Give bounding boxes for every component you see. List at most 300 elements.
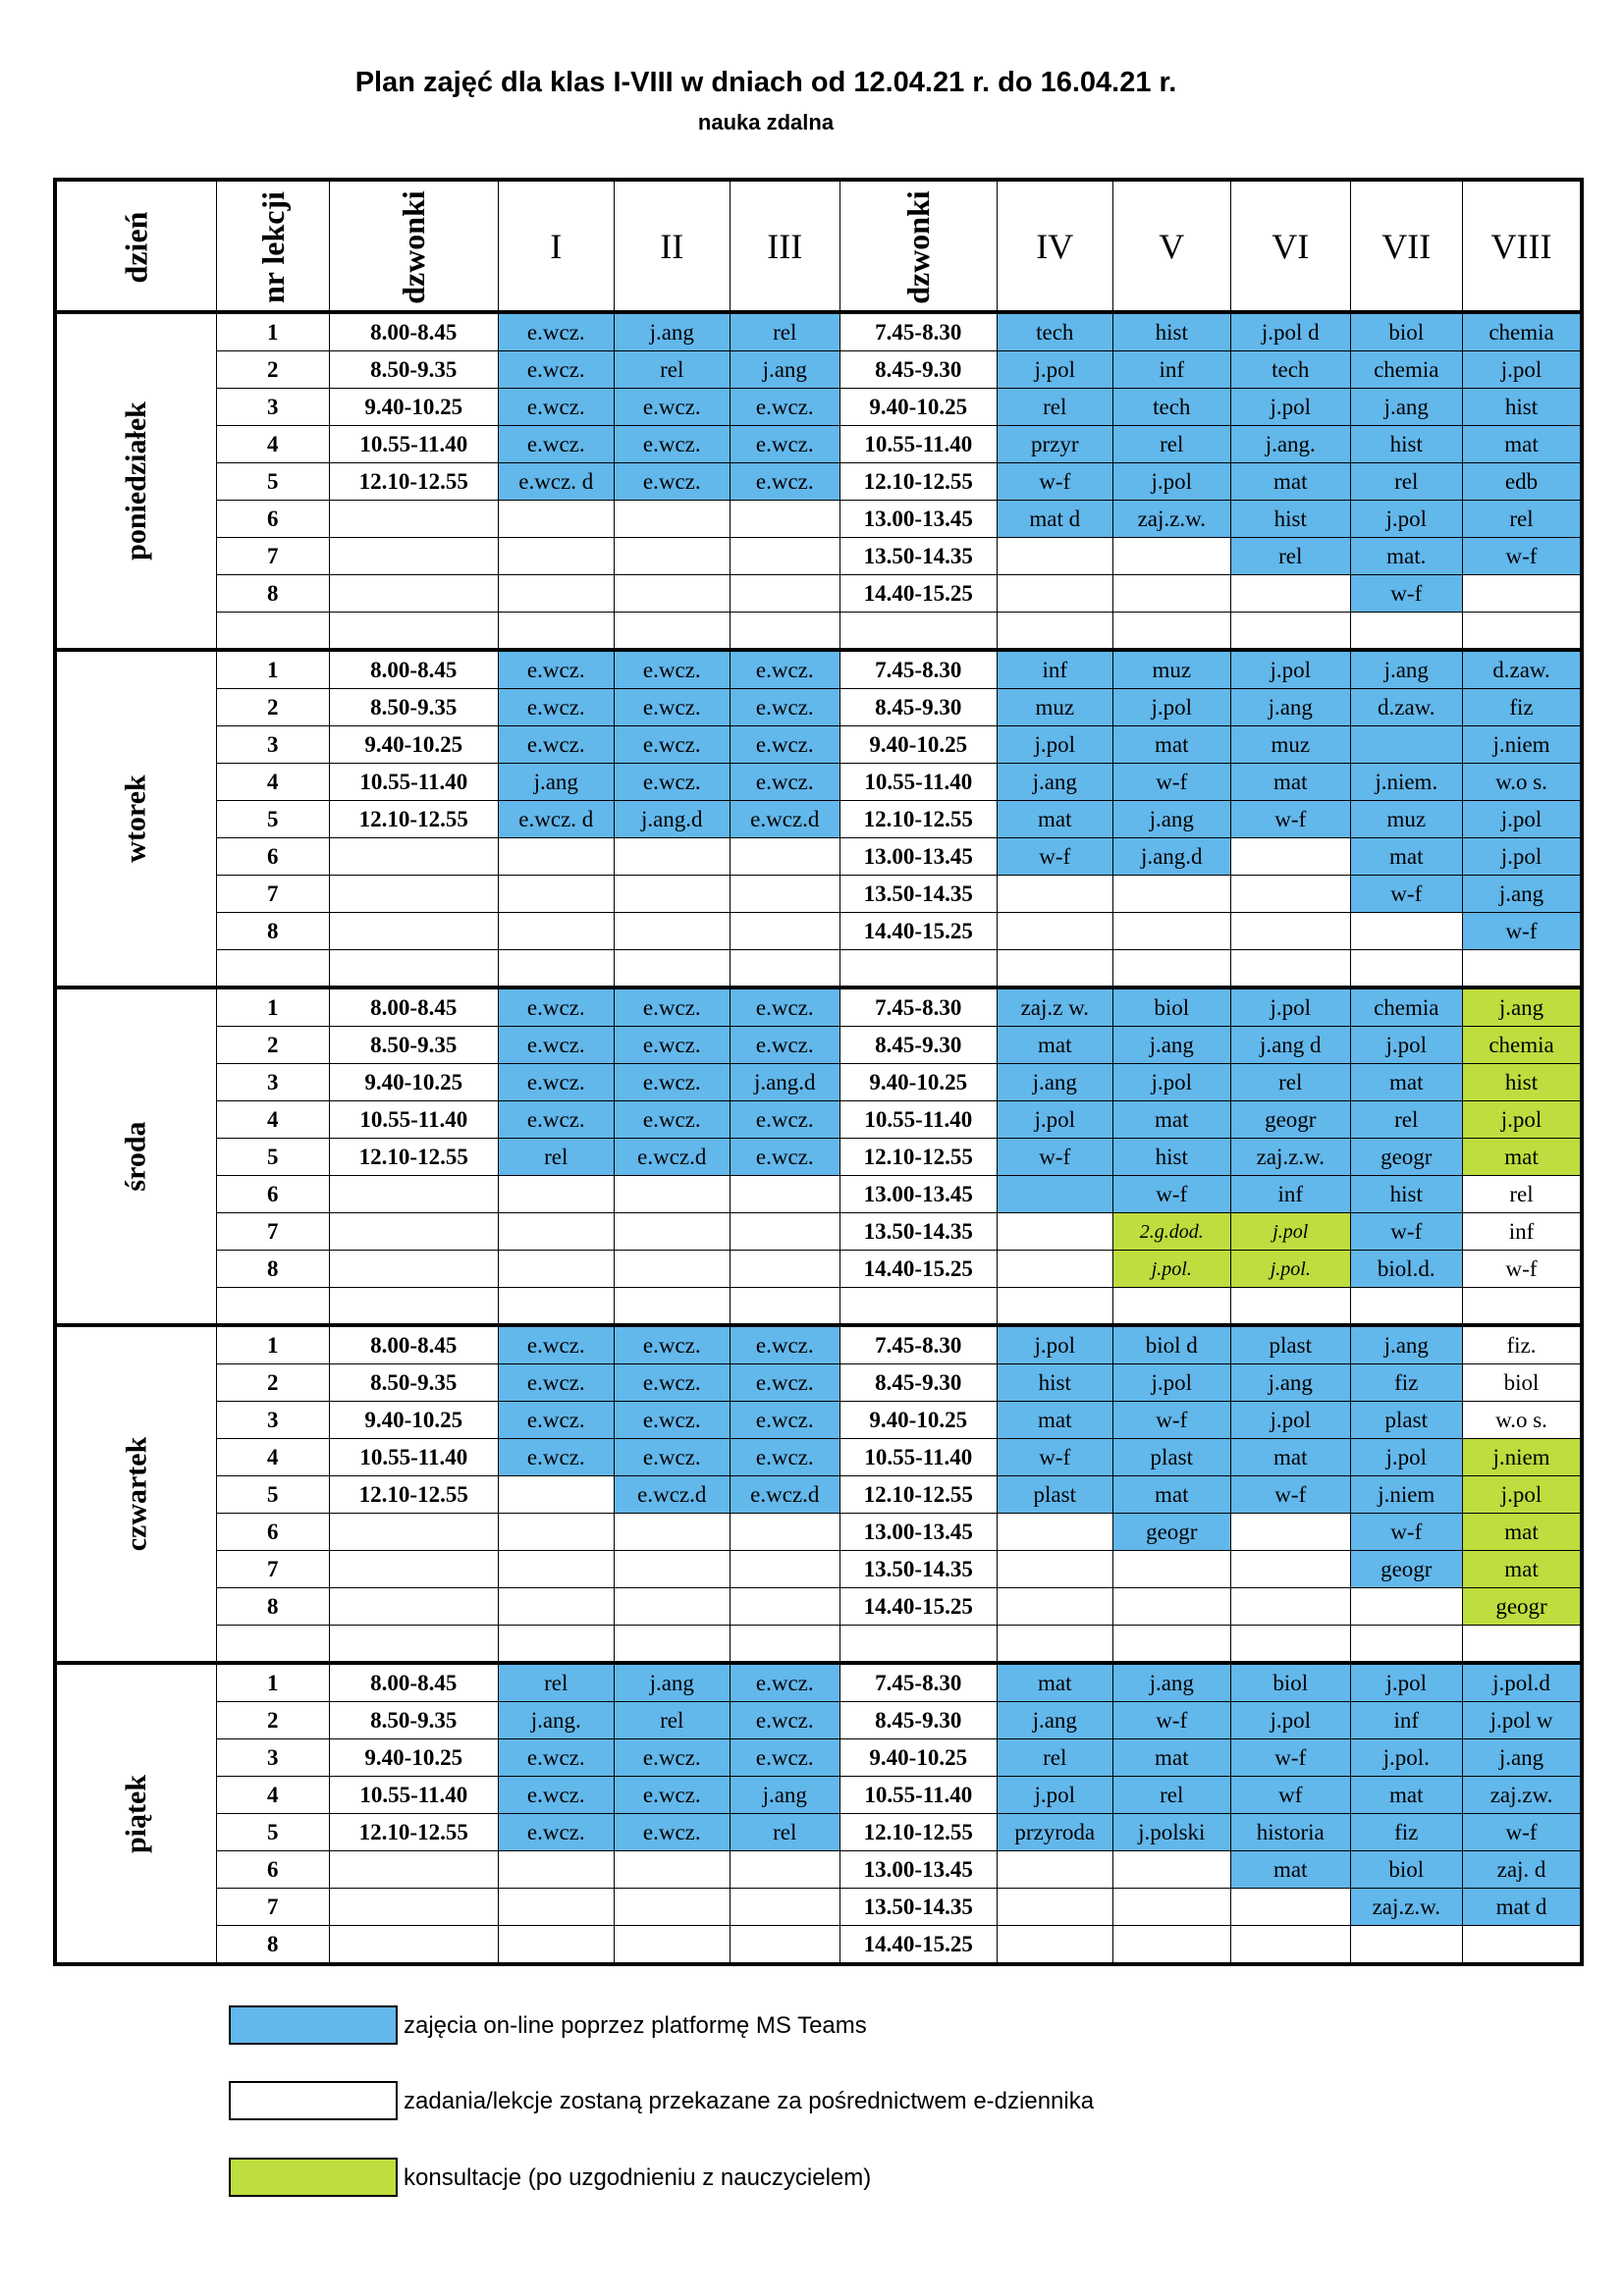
table-row [55, 351, 1582, 389]
table-row [55, 389, 1582, 426]
bell-time [329, 1889, 498, 1926]
lesson-cell [614, 1251, 730, 1288]
lesson-cell: w-f [1350, 1514, 1462, 1551]
empty-cell [1350, 1626, 1462, 1664]
lesson-cell [730, 501, 839, 538]
lesson-cell: chemia [1462, 312, 1582, 351]
empty-cell [498, 1626, 614, 1664]
bell-time: 14.40-15.25 [839, 575, 997, 613]
lesson-cell: j.polski [1112, 1814, 1230, 1851]
empty-cell [997, 1288, 1112, 1326]
table-row [55, 1851, 1582, 1889]
lesson-cell: e.wcz. [614, 1325, 730, 1364]
empty-cell [614, 950, 730, 988]
lesson-cell: j.ang [997, 764, 1112, 801]
lesson-cell: e.wcz. [614, 426, 730, 463]
bell-time: 10.55-11.40 [839, 1439, 997, 1476]
page-title: Plan zajęć dla klas I-VIII w dniach od 12.04.21 r. do 16.04.21 r. [354, 67, 1177, 98]
lesson-cell: e.wcz. [498, 1777, 614, 1814]
lesson-cell: e.wcz. [614, 1777, 730, 1814]
lesson-cell: e.wcz. [730, 1402, 839, 1439]
lesson-number: 2 [216, 1027, 329, 1064]
lesson-cell: rel [997, 389, 1112, 426]
lesson-cell [498, 1476, 614, 1514]
empty-cell [1230, 1288, 1350, 1326]
lesson-cell [614, 1926, 730, 1965]
lesson-number: 5 [216, 463, 329, 501]
lesson-cell: j.pol d [1230, 312, 1350, 351]
lesson-cell: e.wcz. [498, 1064, 614, 1101]
lesson-number: 6 [216, 1851, 329, 1889]
lesson-cell [1230, 838, 1350, 876]
lesson-cell: mat [997, 1402, 1112, 1439]
lesson-number: 3 [216, 1402, 329, 1439]
lesson-cell: geogr [1462, 1588, 1582, 1626]
lesson-cell: d.zaw. [1350, 689, 1462, 726]
lesson-cell: hist [1230, 501, 1350, 538]
bell-time: 8.00-8.45 [329, 1325, 498, 1364]
lesson-cell: e.wcz. [730, 650, 839, 689]
page-subtitle: nauka zdalna [697, 110, 835, 134]
header-class: VIII [1462, 180, 1582, 312]
empty-cell [1112, 1288, 1230, 1326]
lesson-cell: j.pol w [1462, 1702, 1582, 1739]
lesson-cell: e.wcz. [498, 426, 614, 463]
lesson-cell: hist [1112, 312, 1230, 351]
lesson-cell: w-f [1462, 1251, 1582, 1288]
lesson-cell [1350, 726, 1462, 764]
bell-time: 8.45-9.30 [839, 689, 997, 726]
lesson-cell: rel [1230, 1064, 1350, 1101]
lesson-cell: e.wcz. [498, 1364, 614, 1402]
lesson-cell: e.wcz. [730, 689, 839, 726]
lesson-number: 3 [216, 1739, 329, 1777]
empty-cell [1230, 1626, 1350, 1664]
lesson-cell [1112, 876, 1230, 913]
lesson-cell: mat [1230, 463, 1350, 501]
lesson-cell: j.pol [1112, 1064, 1230, 1101]
table-row [55, 1139, 1582, 1176]
lesson-cell: j.pol [1462, 1476, 1582, 1514]
lesson-cell: mat [1462, 1551, 1582, 1588]
lesson-cell: j.ang [1112, 801, 1230, 838]
header-class: I [498, 180, 614, 312]
lesson-number: 7 [216, 1213, 329, 1251]
empty-cell [997, 1626, 1112, 1664]
lesson-cell [498, 1514, 614, 1551]
empty-cell [1230, 613, 1350, 651]
lesson-cell: inf [1350, 1702, 1462, 1739]
bell-time [329, 913, 498, 950]
lesson-cell [1112, 1851, 1230, 1889]
bell-time: 8.00-8.45 [329, 988, 498, 1027]
lesson-cell: e.wcz. [730, 988, 839, 1027]
lesson-cell [614, 1551, 730, 1588]
bell-time: 7.45-8.30 [839, 1325, 997, 1364]
lesson-cell: plast [997, 1476, 1112, 1514]
bell-time: 13.00-13.45 [839, 1851, 997, 1889]
table-row [55, 1439, 1582, 1476]
lesson-cell: mat [997, 801, 1112, 838]
bell-time [329, 1251, 498, 1288]
lesson-cell: e.wcz. [614, 764, 730, 801]
lesson-cell: j.pol [1230, 650, 1350, 689]
bell-time: 7.45-8.30 [839, 1663, 997, 1702]
bell-time: 9.40-10.25 [329, 1402, 498, 1439]
lesson-cell: mat. [1350, 538, 1462, 575]
lesson-cell: e.wcz. [498, 1814, 614, 1851]
lesson-cell [614, 1889, 730, 1926]
lesson-cell [997, 1851, 1112, 1889]
lesson-cell: e.wcz. [498, 988, 614, 1027]
table-row [55, 463, 1582, 501]
lesson-cell: j.pol [1462, 351, 1582, 389]
bell-time: 8.50-9.35 [329, 1364, 498, 1402]
lesson-cell: j.pol. [1230, 1251, 1350, 1288]
lesson-cell: j.pol [1230, 1702, 1350, 1739]
lesson-cell: j.ang.d [730, 1064, 839, 1101]
lesson-cell: w-f [1462, 538, 1582, 575]
lesson-cell [614, 1176, 730, 1213]
lesson-cell: w-f [1350, 575, 1462, 613]
lesson-number: 2 [216, 689, 329, 726]
lesson-cell: mat [1350, 1777, 1462, 1814]
table-row [55, 1064, 1582, 1101]
empty-cell [216, 613, 329, 651]
lesson-cell [1350, 1926, 1462, 1965]
lesson-cell: e.wcz. [614, 726, 730, 764]
empty-cell [216, 1288, 329, 1326]
lesson-cell: j.pol [1230, 1213, 1350, 1251]
bell-time: 12.10-12.55 [329, 1476, 498, 1514]
lesson-cell: biol.d. [1350, 1251, 1462, 1288]
lesson-cell: muz [1350, 801, 1462, 838]
lesson-cell: 2.g.dod. [1112, 1213, 1230, 1251]
lesson-number: 1 [216, 650, 329, 689]
lesson-number: 4 [216, 1101, 329, 1139]
lesson-cell [997, 575, 1112, 613]
table-row [55, 876, 1582, 913]
lesson-cell [614, 838, 730, 876]
lesson-cell: zaj.z.w. [1112, 501, 1230, 538]
lesson-cell: geogr [1350, 1139, 1462, 1176]
bell-time: 9.40-10.25 [839, 389, 997, 426]
lesson-cell: j.pol [1350, 1439, 1462, 1476]
lesson-cell: e.wcz. [730, 426, 839, 463]
lesson-cell: e.wcz. [730, 1101, 839, 1139]
lesson-number: 1 [216, 312, 329, 351]
lesson-cell: fiz [1350, 1364, 1462, 1402]
lesson-cell [997, 538, 1112, 575]
header-bells-2: dzwonki [839, 180, 997, 312]
schedule-table [53, 178, 1584, 1966]
bell-time: 8.45-9.30 [839, 1364, 997, 1402]
lesson-cell [1230, 1514, 1350, 1551]
bell-time: 13.50-14.35 [839, 1889, 997, 1926]
lesson-cell: j.pol [997, 726, 1112, 764]
bell-time: 10.55-11.40 [329, 1101, 498, 1139]
lesson-cell: j.pol [1230, 1402, 1350, 1439]
lesson-number: 1 [216, 1663, 329, 1702]
lesson-cell [997, 1926, 1112, 1965]
lesson-cell: geogr [1350, 1551, 1462, 1588]
empty-cell [1462, 1626, 1582, 1664]
bell-time: 14.40-15.25 [839, 1251, 997, 1288]
lesson-cell [1230, 1588, 1350, 1626]
lesson-cell: e.wcz. [614, 389, 730, 426]
header-class: V [1112, 180, 1230, 312]
empty-cell [329, 613, 498, 651]
header-row [55, 180, 1582, 312]
lesson-cell [498, 1588, 614, 1626]
lesson-cell: j.ang [1350, 650, 1462, 689]
lesson-cell: rel [730, 312, 839, 351]
bell-time [329, 1926, 498, 1965]
lesson-cell: inf [997, 650, 1112, 689]
empty-cell [216, 950, 329, 988]
header-class: II [614, 180, 730, 312]
table-row [55, 1364, 1582, 1402]
table-row [55, 1402, 1582, 1439]
lesson-cell: w-f [1230, 1476, 1350, 1514]
table-row [55, 426, 1582, 463]
empty-cell [730, 1288, 839, 1326]
lesson-cell: e.wcz. [614, 689, 730, 726]
lesson-cell: mat [1350, 1064, 1462, 1101]
lesson-cell: j.pol [1112, 463, 1230, 501]
bell-time [329, 1551, 498, 1588]
lesson-cell: fiz [1462, 689, 1582, 726]
lesson-cell [1112, 1889, 1230, 1926]
bell-time: 10.55-11.40 [329, 764, 498, 801]
lesson-cell: rel [1112, 426, 1230, 463]
lesson-cell [1112, 1551, 1230, 1588]
lesson-cell: j.ang [1112, 1027, 1230, 1064]
lesson-cell: rel [1350, 463, 1462, 501]
spacer-row [55, 613, 1582, 651]
lesson-cell: e.wcz. [730, 1663, 839, 1702]
lesson-cell: plast [1230, 1325, 1350, 1364]
lesson-cell: e.wcz. [614, 463, 730, 501]
lesson-cell: e.wcz. [614, 1064, 730, 1101]
lesson-cell: biol [1350, 312, 1462, 351]
lesson-cell: zaj.z.w. [1230, 1139, 1350, 1176]
bell-time: 12.10-12.55 [329, 1139, 498, 1176]
bell-time: 12.10-12.55 [839, 1139, 997, 1176]
lesson-cell [730, 1514, 839, 1551]
lesson-cell: tech [997, 312, 1112, 351]
lesson-cell: e.wcz. [498, 1027, 614, 1064]
lesson-cell: w.o s. [1462, 764, 1582, 801]
lesson-cell: j.ang [997, 1702, 1112, 1739]
empty-cell [1462, 950, 1582, 988]
lesson-cell [1230, 1926, 1350, 1965]
lesson-cell: e.wcz. [614, 988, 730, 1027]
lesson-number: 8 [216, 1588, 329, 1626]
lesson-cell: rel [1462, 1176, 1582, 1213]
lesson-number: 4 [216, 1439, 329, 1476]
lesson-cell: plast [1350, 1402, 1462, 1439]
day-label: czwartek [55, 1325, 216, 1663]
lesson-cell: edb [1462, 463, 1582, 501]
lesson-cell [1112, 1588, 1230, 1626]
table-row [55, 1213, 1582, 1251]
bell-time: 9.40-10.25 [839, 726, 997, 764]
lesson-cell: e.wcz. [498, 389, 614, 426]
lesson-cell: j.pol [1230, 389, 1350, 426]
lesson-cell: e.wcz. [498, 1439, 614, 1476]
lesson-cell: w-f [1350, 876, 1462, 913]
lesson-cell [730, 1926, 839, 1965]
table-row [55, 801, 1582, 838]
lesson-cell [730, 575, 839, 613]
lesson-cell: j.ang [1462, 1739, 1582, 1777]
lesson-cell [730, 876, 839, 913]
lesson-cell [1230, 913, 1350, 950]
bell-time: 10.55-11.40 [329, 1439, 498, 1476]
lesson-cell: e.wcz. [614, 1439, 730, 1476]
bell-time: 13.00-13.45 [839, 501, 997, 538]
header-lesson-no: nr lekcji [216, 180, 329, 312]
lesson-cell: biol d [1112, 1325, 1230, 1364]
empty-cell [329, 1288, 498, 1326]
empty-cell [997, 950, 1112, 988]
lesson-cell: w-f [1350, 1213, 1462, 1251]
lesson-number: 2 [216, 1702, 329, 1739]
lesson-cell [1350, 1588, 1462, 1626]
lesson-cell [730, 538, 839, 575]
lesson-cell: e.wcz. [614, 1027, 730, 1064]
table-row [55, 689, 1582, 726]
legend-swatch [229, 2081, 398, 2120]
lesson-cell: mat [1230, 1439, 1350, 1476]
table-row [55, 1663, 1582, 1702]
lesson-cell: hist [1112, 1139, 1230, 1176]
bell-time: 10.55-11.40 [839, 1101, 997, 1139]
lesson-cell [614, 913, 730, 950]
lesson-cell [614, 1588, 730, 1626]
lesson-cell: w-f [1112, 764, 1230, 801]
lesson-cell: hist [1350, 426, 1462, 463]
empty-cell [997, 613, 1112, 651]
lesson-cell: j.ang [614, 1663, 730, 1702]
lesson-cell: j.ang [730, 1777, 839, 1814]
lesson-cell: inf [1230, 1176, 1350, 1213]
table-row [55, 1251, 1582, 1288]
empty-cell [839, 1626, 997, 1664]
lesson-cell: biol [1462, 1364, 1582, 1402]
bell-time: 10.55-11.40 [839, 764, 997, 801]
bell-time: 12.10-12.55 [839, 1476, 997, 1514]
lesson-cell: rel [730, 1814, 839, 1851]
lesson-cell: e.wcz. [730, 1739, 839, 1777]
lesson-cell [498, 1213, 614, 1251]
bell-time [329, 1213, 498, 1251]
bell-time: 13.50-14.35 [839, 1213, 997, 1251]
header-class: IV [997, 180, 1112, 312]
lesson-cell: inf [1462, 1213, 1582, 1251]
lesson-cell [614, 538, 730, 575]
table-row [55, 575, 1582, 613]
lesson-cell: e.wcz. [730, 1027, 839, 1064]
bell-time: 12.10-12.55 [839, 801, 997, 838]
lesson-cell: w-f [1112, 1402, 1230, 1439]
table-row [55, 1101, 1582, 1139]
bell-time: 10.55-11.40 [329, 1777, 498, 1814]
lesson-cell [1230, 1889, 1350, 1926]
lesson-cell: inf [1112, 351, 1230, 389]
lesson-number: 3 [216, 389, 329, 426]
empty-cell [329, 950, 498, 988]
lesson-number: 8 [216, 1926, 329, 1965]
lesson-cell [614, 876, 730, 913]
bell-time: 8.50-9.35 [329, 351, 498, 389]
bell-time: 8.50-9.35 [329, 1702, 498, 1739]
lesson-cell: j.ang [1230, 689, 1350, 726]
lesson-cell [730, 1251, 839, 1288]
lesson-cell: w-f [1230, 1739, 1350, 1777]
day-label: środa [55, 988, 216, 1325]
bell-time: 8.00-8.45 [329, 312, 498, 351]
lesson-number: 8 [216, 575, 329, 613]
table-row [55, 1514, 1582, 1551]
lesson-cell: rel [498, 1663, 614, 1702]
lesson-cell: e.wcz. [730, 1325, 839, 1364]
lesson-number: 3 [216, 726, 329, 764]
lesson-cell: j.pol. [1350, 1739, 1462, 1777]
lesson-cell: zaj. d [1462, 1851, 1582, 1889]
bell-time: 8.00-8.45 [329, 650, 498, 689]
lesson-cell: j.ang. [1230, 426, 1350, 463]
table-row [55, 1889, 1582, 1926]
lesson-cell: e.wcz. [498, 1739, 614, 1777]
lesson-cell: j.pol [1230, 988, 1350, 1027]
lesson-cell: mat [1462, 1139, 1582, 1176]
lesson-number: 6 [216, 1176, 329, 1213]
bell-time [329, 1514, 498, 1551]
lesson-cell: w-f [997, 1439, 1112, 1476]
lesson-cell [498, 913, 614, 950]
lesson-cell [730, 1176, 839, 1213]
lesson-cell [1462, 1926, 1582, 1965]
header-class: VII [1350, 180, 1462, 312]
lesson-number: 3 [216, 1064, 329, 1101]
bell-time: 13.00-13.45 [839, 838, 997, 876]
lesson-cell: j.pol [1462, 1101, 1582, 1139]
lesson-cell: e.wcz. [730, 1364, 839, 1402]
lesson-cell [498, 1176, 614, 1213]
lesson-cell: w-f [997, 463, 1112, 501]
table-row [55, 1777, 1582, 1814]
empty-cell [614, 1288, 730, 1326]
lesson-cell: j.ang [1462, 988, 1582, 1027]
spacer-row [55, 1288, 1582, 1326]
lesson-cell: w-f [997, 1139, 1112, 1176]
lesson-cell: biol [1112, 988, 1230, 1027]
legend-label: zadania/lekcje zostaną przekazane za pośrednictwem e-dziennika [404, 2088, 1095, 2114]
lesson-cell: w-f [997, 838, 1112, 876]
lesson-cell: hist [1462, 389, 1582, 426]
lesson-cell [997, 1889, 1112, 1926]
bell-time: 7.45-8.30 [839, 650, 997, 689]
lesson-cell [997, 1588, 1112, 1626]
lesson-cell: j.niem. [1350, 764, 1462, 801]
lesson-cell: w.o s. [1462, 1402, 1582, 1439]
bell-time: 13.00-13.45 [839, 1176, 997, 1213]
lesson-cell: j.pol.d [1462, 1663, 1582, 1702]
lesson-cell: zaj.zw. [1462, 1777, 1582, 1814]
lesson-cell: j.pol [997, 1325, 1112, 1364]
